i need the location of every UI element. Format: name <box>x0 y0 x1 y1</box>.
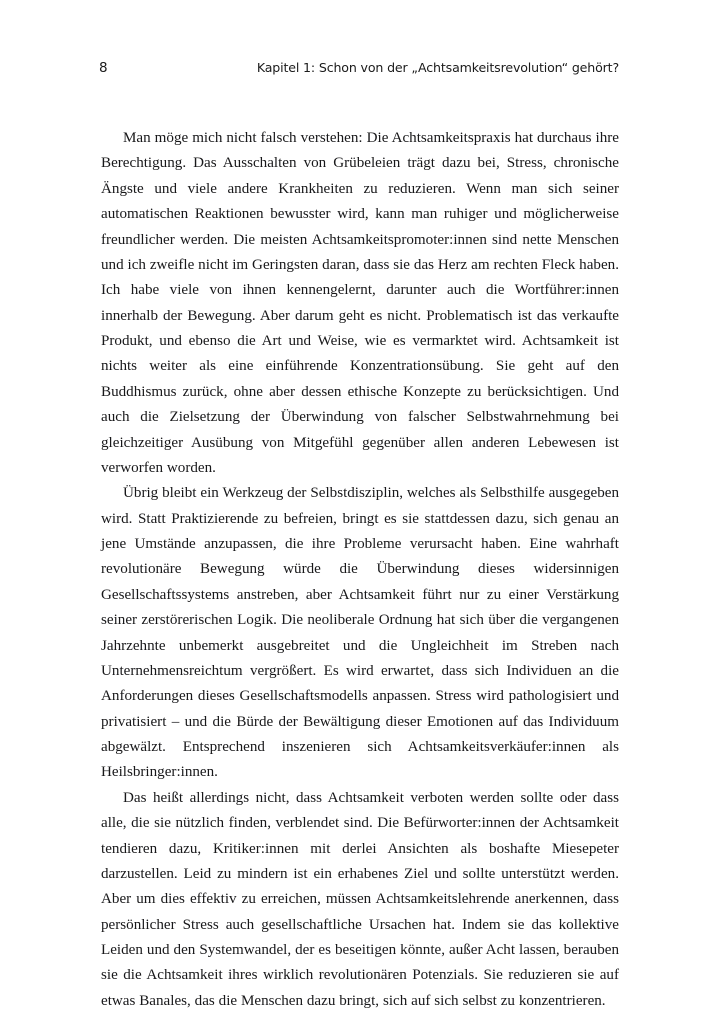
paragraph: Man möge mich nicht falsch verstehen: Die Achtsamkeitspraxis hat durchaus ihre Berechtigung. Das Ausschalten von Grübeleien trägt dazu bei, Stress, chronische Ängste und viele andere Krankheiten zu reduzieren. Wenn man sich seiner automatischen Reaktionen bewusster wird, kann man ruhiger und möglicherweise freundlicher werden. Die meisten Achtsamkeitspromoter:innen sind nette Menschen und ich zweifle nicht im Geringsten daran, dass sie das Herz am rechten Fleck haben. Ich habe viele von ihnen kennengelernt, darunter auch die Wortführer:innen innerhalb der Bewegung. Aber darum geht es nicht. Problematisch ist das verkaufte Produkt, und ebenso die Art und Weise, wie es vermarktet wird. Achtsamkeit ist nichts weiter als eine einführende Konzentrationsübung. Sie geht auf den Buddhismus zurück, ohne aber dessen ethische Konzepte zu berücksichtigen. Und auch die Zielsetzung der Überwindung von falscher Selbstwahrnehmung bei gleichzeitiger Ausübung von Mitgefühl gegenüber allen anderen Lebewesen ist verworfen worden. <box>101 130 619 476</box>
body-text-block <box>101 126 619 1014</box>
page-number: 8 <box>99 60 108 76</box>
running-header <box>99 60 619 80</box>
paragraph: Übrig bleibt ein Werkzeug der Selbstdisziplin, welches als Selbsthilfe ausgegeben wird. Statt Praktizierende zu befreien, bringt es sie stattdessen dazu, sich genau an jene Umstände anzupassen, die ihre Probleme verursacht haben. Eine wahrhaft revolutionäre Bewegung würde die Überwindung dieses widersinnigen Gesellschaftssystems anstreben, aber Achtsamkeit führt nur zu einer Verstärkung seiner zerstörerischen Logik. Die neoliberale Ordnung hat sich über die vergangenen Jahrzehnte unbemerkt ausgebreitet und die Ungleichheit im Streben nach Unternehmensreichtum vergrößert. Es wird erwartet, dass sich Individuen an die Anforderungen dieses Gesellschaftsmodells anpassen. Stress wird pathologisiert und privatisiert – und die Bürde der Bewältigung dieser Emotionen auf das Individuum abgewälzt. Entsprechend inszenieren sich Achtsamkeitsverkäufer:innen als Heilsbringer:innen. <box>101 485 619 781</box>
paragraph: Das heißt allerdings nicht, dass Achtsamkeit verboten werden sollte oder dass alle, die sie nützlich finden, verblendet sind. Die Befürworter:innen der Achtsamkeit tendieren dazu, Kritiker:innen mit derlei Ansichten als boshafte Miesepeter darzustellen. Leid zu mindern ist ein erhabenes Ziel und sollte unterstützt werden. Aber um dies effektiv zu erreichen, müssen Achtsamkeitslehrende anerkennen, dass persönlicher Stress auch gesellschaftliche Ursachen hat. Indem sie das kollektive Leiden und den Systemwandel, der es beseitigen könnte, außer Acht lassen, berauben sie die Achtsamkeit ihres wirklich revolutionären Potenzials. Sie reduzieren sie auf etwas Banales, das die Menschen dazu bringt, sich auf sich selbst zu konzentrieren. <box>101 789 619 1009</box>
chapter-running-title: Kapitel 1: Schon von der „Achtsamkeitsrevolution“ gehört? <box>256 60 619 75</box>
